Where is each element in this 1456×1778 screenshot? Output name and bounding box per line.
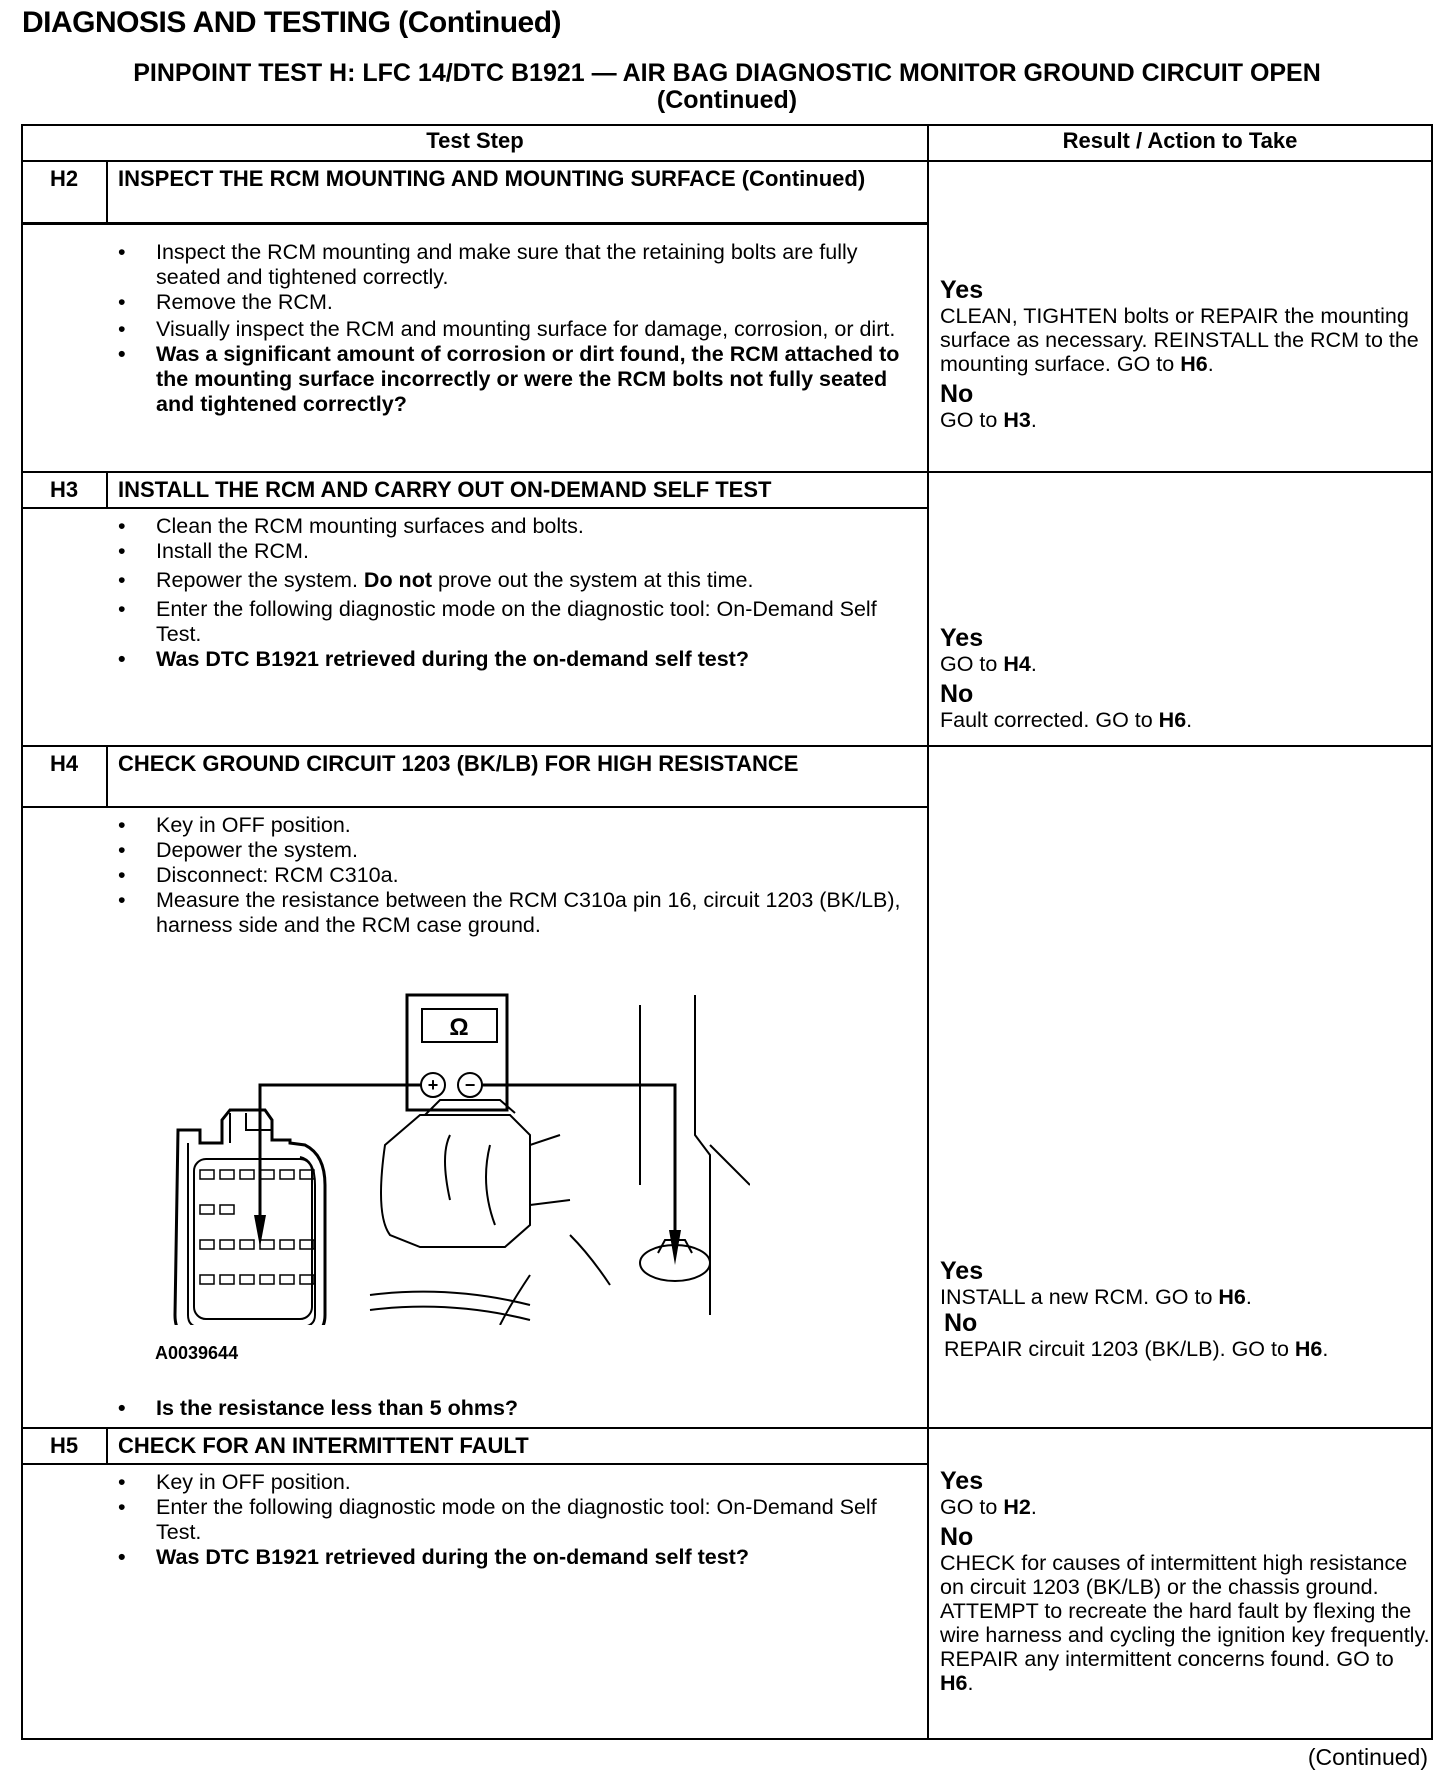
list-item: • Disconnect: RCM C310a. (118, 863, 908, 888)
step-title: INSPECT THE RCM MOUNTING AND MOUNTING SURFACE (Continued) (118, 166, 866, 191)
step-title: CHECK GROUND CIRCUIT 1203 (BK/LB) FOR HIGH RESISTANCE (118, 751, 799, 776)
divider (106, 745, 108, 807)
yes-action: GO to (940, 652, 1004, 676)
step-question (118, 1396, 908, 1421)
divider (106, 471, 108, 508)
goto-link[interactable]: H6 (1158, 708, 1187, 732)
list-item: • Clean the RCM mounting surfaces and bolts. (118, 514, 908, 539)
list-item: • Was DTC B1921 retrieved during the on-demand self test? (118, 647, 908, 672)
goto-link[interactable]: H2 (1003, 1495, 1031, 1519)
rcm-module (381, 1115, 530, 1247)
col-header-result: Result / Action to Take (1062, 128, 1298, 153)
goto-link[interactable]: H6 (1180, 352, 1208, 376)
list-item: • Was a significant amount of corrosion or dirt found, the RCM attached to the mounting surface incorrectly or were the RCM bolts not fully seated and tightened correctly? (118, 342, 908, 417)
figure-id: A0039644 (155, 1343, 239, 1363)
divider (22, 745, 1433, 747)
yes-action: CLEAN, TIGHTEN bolts or REPAIR the mounting surface as necessary. REINSTALL the RCM to the mounting surface. GO to (940, 304, 1419, 376)
result-h2: Yes CLEAN, TIGHTEN bolts or REPAIR the mounting surface as necessary. REINSTALL the RCM to the mounting surface. GO to H6. No GO to H3. (940, 276, 1430, 432)
no-label: No (944, 1309, 978, 1337)
divider (106, 160, 108, 223)
yes-label: Yes (940, 1257, 984, 1285)
list-item: • Key in OFF position. (118, 813, 908, 838)
divider (22, 806, 928, 808)
divider (22, 1427, 1433, 1429)
list-item: • Install the RCM. (118, 539, 908, 564)
list-item: • Visually inspect the RCM and mounting surface for damage, corrosion, or dirt. (118, 317, 908, 342)
divider (1431, 124, 1433, 1740)
step-number: H2 (49, 166, 79, 191)
plus-sign: + (427, 1075, 439, 1095)
yes-action: GO to (940, 1495, 1004, 1519)
divider (21, 124, 23, 1740)
no-label: No (940, 680, 974, 708)
list-item: • Measure the resistance between the RCM C310a pin 16, circuit 1203 (BK/LB), harness side and the RCM case ground. (118, 888, 908, 938)
list-item: • Remove the RCM. (118, 290, 908, 315)
list-item: • Depower the system. (118, 838, 908, 863)
connector-outline (175, 1110, 325, 1325)
divider (22, 471, 1433, 473)
divider (22, 507, 928, 509)
divider (22, 1463, 928, 1465)
yes-action: INSTALL a new RCM. GO to (940, 1285, 1219, 1309)
minus-sign: − (464, 1075, 476, 1095)
continued-footer: (Continued) (1307, 1744, 1428, 1770)
subtitle-line1: PINPOINT TEST H: LFC 14/DTC B1921 — AIR BAG DIAGNOSTIC MONITOR GROUND CIRCUIT OPEN (133, 59, 1321, 87)
step-number: H4 (49, 751, 79, 776)
divider (22, 1738, 1433, 1740)
step-number: H3 (49, 477, 79, 502)
no-action: REPAIR circuit 1203 (BK/LB). GO to (944, 1337, 1295, 1361)
result-h3: Yes GO to H4. No Fault corrected. GO to H6. (940, 624, 1430, 732)
list-item: • Inspect the RCM mounting and make sure that the retaining bolts are fully seated and tightened correctly. (118, 240, 908, 290)
list-item: • Was DTC B1921 retrieved during the on-demand self test? (118, 1545, 908, 1570)
divider (22, 222, 928, 225)
goto-link[interactable]: H4 (1003, 652, 1031, 676)
yes-label: Yes (940, 624, 984, 652)
pinpoint-test-title (22, 60, 1432, 114)
no-action: CHECK for causes of intermittent high resistance on circuit 1203 (BK/LB) or the chassis ground. ATTEMPT to recreate the hard fault by flexing the wire harness and cycling the ignition key frequently. REPAIR any intermittent concerns found. GO to (940, 1551, 1430, 1671)
goto-link[interactable]: H6 (940, 1671, 968, 1695)
yes-label: Yes (940, 276, 984, 304)
no-label: No (940, 1523, 974, 1551)
subtitle-line2: (Continued) (656, 86, 798, 114)
no-label: No (940, 380, 974, 408)
goto-link[interactable]: H3 (1003, 408, 1031, 432)
goto-link[interactable]: H6 (1218, 1285, 1246, 1309)
step-instructions (118, 514, 908, 672)
list-item: • Enter the following diagnostic mode on the diagnostic tool: On-Demand Self Test. (118, 597, 908, 647)
col-header-test-step: Test Step (426, 128, 524, 153)
no-action: Fault corrected. GO to (940, 708, 1159, 732)
no-action: GO to (940, 408, 1004, 432)
goto-link[interactable]: H6 (1294, 1337, 1323, 1361)
ohm-symbol: Ω (449, 1014, 469, 1041)
step-instructions (118, 240, 908, 417)
list-item: • Repower the system. Do not prove out the system at this time. (118, 568, 908, 593)
divider (927, 124, 929, 1740)
step-title: INSTALL THE RCM AND CARRY OUT ON-DEMAND SELF TEST (118, 477, 772, 502)
divider (106, 1427, 108, 1464)
page-title: DIAGNOSIS AND TESTING (Continued) (22, 6, 562, 39)
divider (22, 124, 1433, 126)
yes-label: Yes (940, 1467, 984, 1495)
step-title: CHECK FOR AN INTERMITTENT FAULT (118, 1433, 529, 1458)
result-h5: Yes GO to H2. No CHECK for causes of intermittent high resistance on circuit 1203 (BK/LB) or the chassis ground. ATTEMPT to recreate the hard fault by flexing the wire harness and cycling the ignition key frequently. REPAIR any intermittent concerns found. GO to H6. (940, 1467, 1430, 1695)
step-instructions (118, 813, 908, 938)
list-item: • Is the resistance less than 5 ohms? (118, 1396, 908, 1421)
list-item: • Enter the following diagnostic mode on the diagnostic tool: On-Demand Self Test. (118, 1495, 908, 1545)
result-h4: Yes INSTALL a new RCM. GO to H6. No REPAIR circuit 1203 (BK/LB). GO to H6. (940, 1257, 1430, 1361)
ohmmeter-diagram (150, 985, 750, 1325)
divider (22, 160, 1433, 162)
step-instructions (118, 1470, 908, 1570)
step-number: H5 (49, 1433, 79, 1458)
list-item: • Key in OFF position. (118, 1470, 908, 1495)
